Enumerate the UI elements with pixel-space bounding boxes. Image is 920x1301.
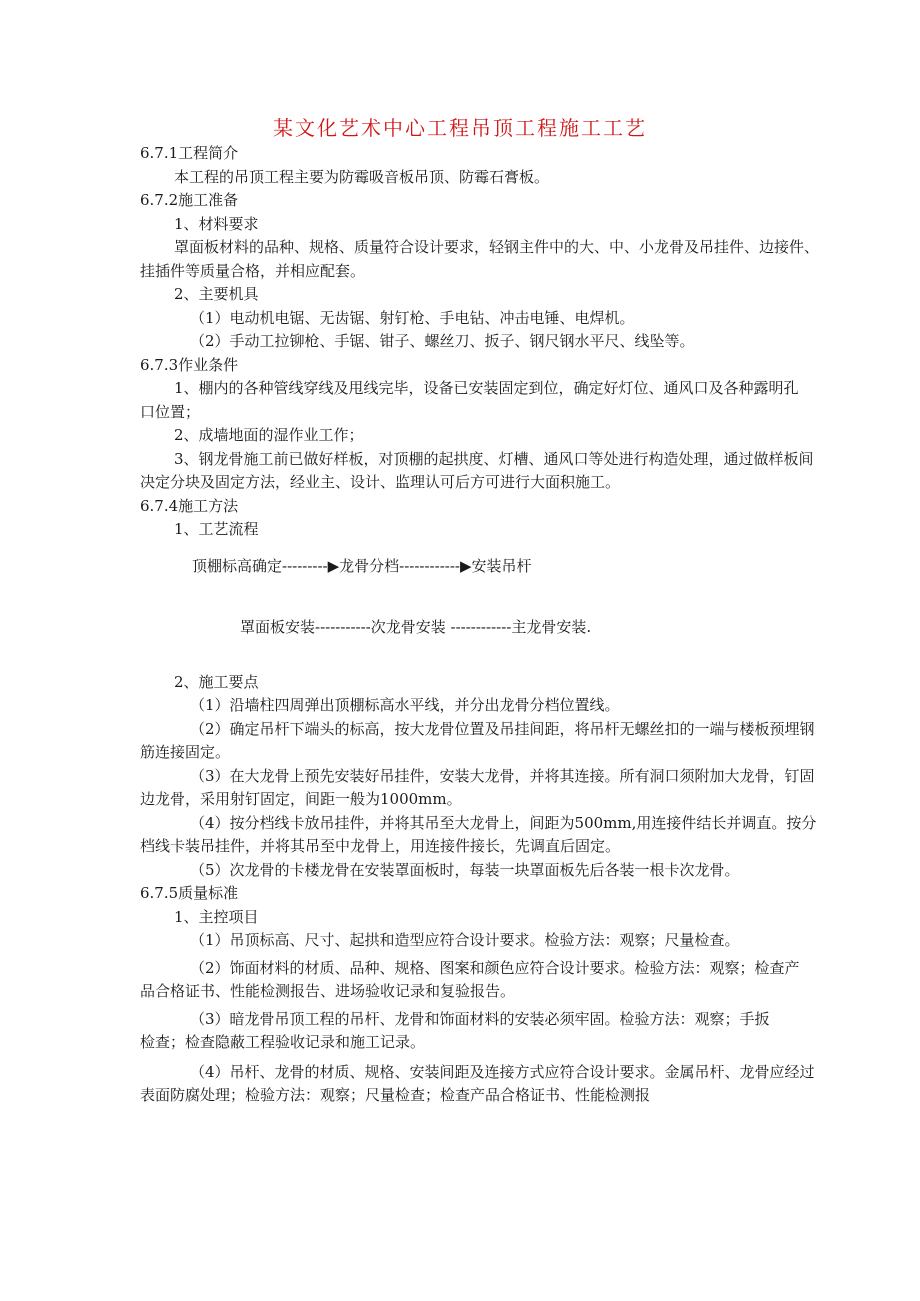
list-item: （1）沿墙柱四周弹出顶棚标高水平线，并分出龙骨分档位置线。 (190, 696, 620, 714)
process-flow-row-1: 顶棚标高确定---------▶龙骨分档------------▶安装吊杆 (192, 556, 532, 575)
subheading: 1、工艺流程 (174, 520, 259, 538)
section-heading: 6.7.5质量标准 (140, 884, 239, 902)
process-flow-row-2: 罩面板安装-----------次龙骨安装 ------------主龙骨安装. (240, 617, 592, 636)
list-item: （3）在大龙骨上预先安装好吊挂件，安装大龙骨，并将其连接。所有洞口须附加大龙骨，钉固边龙骨，采用射钉固定，间距一般为1000mm。 (140, 766, 815, 808)
section-heading: 6.7.1工程简介 (140, 144, 239, 162)
paragraph: 3、钢龙骨施工前已做好样板，对顶棚的起拱度、灯槽、通风口等处进行构造处理，通过做样板间决定分块及固定方法，经业主、设计、监理认可后方可进行大面积施工。 (140, 449, 814, 491)
list-item: （2）确定吊杆下端头的标高，按大龙骨位置及吊挂间距，将吊杆无螺丝扣的一端与楼板预埋钢筋连接固定。 (140, 719, 815, 761)
list-item: （1）电动机电锯、无齿锯、射钉枪、手电钻、冲击电锤、电焊机。 (190, 308, 635, 327)
paragraph: 本工程的吊顶工程主要为防霉吸音板吊顶、防霉石膏板。 (174, 167, 550, 186)
list-item: （2）手动工拉铆枪、手锯、钳子、螺丝刀、扳子、钢尺钢水平尺、线坠等。 (190, 332, 695, 350)
subheading: 2、施工要点 (174, 672, 259, 691)
list-item: （2）饰面材料的材质、品种、规格、图案和颜色应符合设计要求。检验方法：观察；检查产品合格证书、性能检测报告、进场验收记录和复验报告。 (140, 958, 800, 1000)
section-heading: 6.7.4施工方法 (140, 496, 239, 515)
list-item: （4）吊杆、龙骨的材质、规格、安装间距及连接方式应符合设计要求。金属吊杆、龙骨应经过表面防腐处理；检验方法：观察；尺量检查；检查产品合格证书、性能检测报 (140, 1062, 815, 1104)
paragraph: 1、棚内的各种管线穿线及甩线完毕，设备已安装固定到位，确定好灯位、通风口及各种露明孔口位置； (140, 379, 799, 421)
subheading: 1、材料要求 (174, 214, 259, 233)
list-item: （4）按分档线卡放吊挂件，并将其吊至大龙骨上，间距为500mm,用连接件结长并调直。按分档线卡装吊挂件，并将其吊至中龙骨上，用连接件接长，先调直后固定。 (140, 813, 817, 855)
paragraph: 罩面板材料的品种、规格、质量符合设计要求，轻钢主件中的大、中、小龙骨及吊挂件、边接件、挂插件等质量合格，并相应配套。 (140, 238, 820, 280)
section-heading: 6.7.2施工准备 (140, 191, 239, 209)
paragraph: 2、成墙地面的湿作业工作； (174, 426, 364, 444)
section-heading: 6.7.3作业条件 (140, 355, 239, 374)
list-item: （3）暗龙骨吊顶工程的吊杆、龙骨和饰面材料的安装必须牢固。检验方法：观察；手扳检查；检查隐蔽工程验收记录和施工记录。 (140, 1009, 770, 1051)
document-title: 某文化艺术中心工程吊顶工程施工工艺 (273, 116, 647, 140)
list-item: （5）次龙骨的卡楼龙骨在安装罩面板时，每装一块罩面板先后各装一根卡次龙骨。 (190, 860, 740, 879)
document-body (140, 142, 820, 1108)
subheading: 1、主控项目 (174, 907, 259, 926)
list-item: （1）吊顶标高、尺寸、起拱和造型应符合设计要求。检验方法：观察；尺量检查。 (190, 931, 740, 949)
subheading: 2、主要机具 (174, 285, 259, 303)
